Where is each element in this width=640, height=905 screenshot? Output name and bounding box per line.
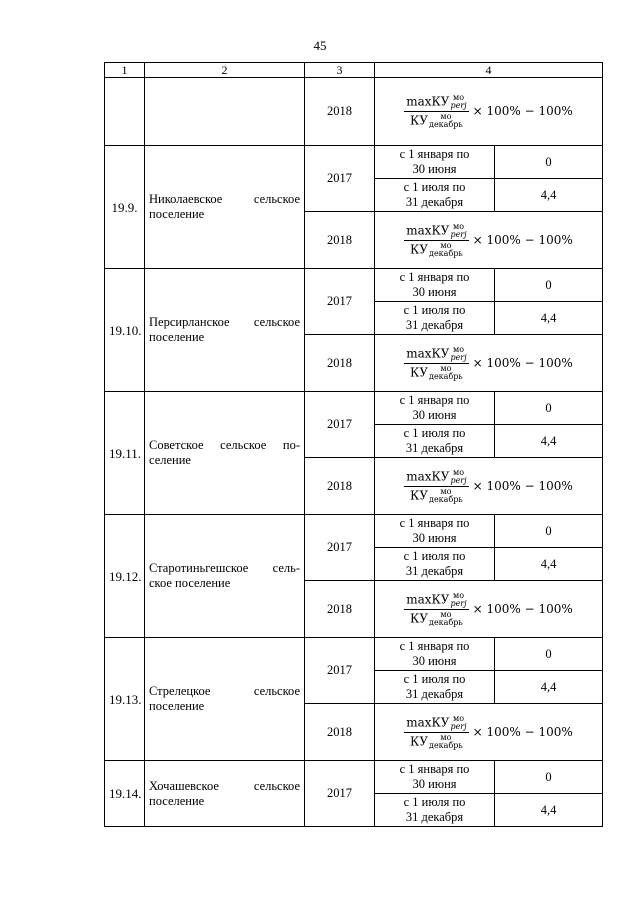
period-line: 31 декабря	[405, 441, 464, 455]
formula-cell	[375, 78, 603, 146]
row-number-cell: 19.12.	[105, 515, 145, 638]
row-number-cell: 19.13.	[105, 638, 145, 761]
numerator-subscript: perj	[450, 229, 467, 239]
period-cell	[375, 302, 495, 335]
settlement-name-cell	[145, 638, 305, 761]
period-line: 31 декабря	[405, 318, 464, 332]
formula-fraction	[404, 346, 468, 381]
period-line: с 1 июля по	[403, 672, 466, 686]
formula-tail: × 100% − 100%	[472, 478, 573, 493]
period-cell	[375, 548, 495, 581]
settlement-name-line: Советское сельское по-	[149, 438, 300, 452]
value-cell: 0	[495, 146, 603, 179]
denominator-text: КУ	[410, 488, 429, 502]
period-cell	[375, 179, 495, 212]
numerator-text: maxКУ	[406, 715, 450, 729]
denominator-subscript: декабрь	[429, 494, 463, 504]
numerator-superscript: мо	[453, 590, 465, 600]
formula-numerator	[404, 715, 468, 733]
value-cell: 4,4	[495, 302, 603, 335]
period-cell	[375, 425, 495, 458]
value-cell: 0	[495, 638, 603, 671]
period-line: с 1 июля по	[403, 549, 466, 563]
period-cell	[375, 269, 495, 302]
formula-numerator	[404, 346, 468, 364]
period-cell	[375, 794, 495, 827]
formula-denominator	[408, 610, 465, 627]
period-line: 30 июня	[412, 531, 457, 545]
settlement-name-cell	[145, 78, 305, 146]
formula-tail: × 100% − 100%	[472, 724, 573, 739]
row-number-cell	[105, 78, 145, 146]
formula-cell	[375, 458, 603, 515]
denominator-text: КУ	[410, 113, 429, 128]
settlement-name-line: Хочашевское сельское	[149, 778, 300, 793]
value-cell: 4,4	[495, 425, 603, 458]
numerator-superscript: мо	[453, 221, 465, 231]
formula-numerator	[404, 469, 468, 487]
header-col-4: 4	[375, 63, 603, 78]
value-cell: 0	[495, 515, 603, 548]
denominator-subscript: декабрь	[429, 120, 463, 129]
period-cell	[375, 638, 495, 671]
settlement-name-line: поселение	[149, 207, 205, 221]
header-col-1: 1	[105, 63, 145, 78]
formula-fraction	[404, 592, 468, 627]
denominator-text: КУ	[410, 611, 429, 625]
formula-fraction	[404, 469, 468, 504]
year-cell: 2018	[305, 704, 375, 761]
formula-denominator	[408, 487, 465, 504]
period-line: 30 июня	[412, 162, 457, 176]
settlement-name-cell	[145, 146, 305, 269]
settlement-name-line: Старотиньгешское сель-	[149, 561, 300, 575]
formula-denominator	[408, 364, 465, 381]
denominator-subscript: декабрь	[429, 371, 463, 381]
period-line: с 1 января по	[399, 393, 470, 407]
period-line: с 1 января по	[399, 147, 470, 161]
value-cell: 4,4	[495, 671, 603, 704]
period-line: с 1 января по	[399, 516, 470, 530]
settlement-name-cell	[145, 515, 305, 638]
formula-tail: × 100% − 100%	[472, 601, 573, 616]
formula-cell	[375, 212, 603, 269]
period-cell	[375, 761, 495, 794]
formula-cell	[375, 704, 603, 761]
period-line: 30 июня	[412, 285, 457, 299]
numerator-subscript: perj	[450, 475, 467, 485]
denominator-text: КУ	[410, 365, 429, 379]
value-cell: 4,4	[495, 548, 603, 581]
value-cell: 4,4	[495, 179, 603, 212]
settlement-name-line: селение	[149, 453, 191, 467]
table-header-row	[105, 63, 603, 78]
denominator-text: КУ	[410, 242, 429, 256]
entry-row	[105, 638, 603, 671]
period-line: 31 декабря	[405, 810, 464, 824]
settlement-name-cell	[145, 269, 305, 392]
formula-denominator	[408, 733, 465, 750]
numerator-text: maxКУ	[406, 469, 450, 483]
period-line: с 1 июля по	[403, 426, 466, 440]
value-cell: 0	[495, 761, 603, 794]
settlement-name-line: Стрелецкое сельское	[149, 684, 300, 698]
numerator-subscript: perj	[450, 101, 467, 110]
row-number-cell: 19.9.	[105, 146, 145, 269]
row-number-cell: 19.14.	[105, 761, 145, 827]
numerator-subscript: perj	[450, 598, 467, 608]
period-line: 30 июня	[412, 654, 457, 668]
year-cell: 2017	[305, 761, 375, 827]
period-line: с 1 января по	[399, 639, 470, 653]
formula-tail: × 100% − 100%	[472, 104, 573, 118]
year-cell: 2018	[305, 458, 375, 515]
formula-fraction	[404, 715, 468, 750]
period-line: 31 декабря	[405, 687, 464, 701]
denominator-superscript: мо	[440, 732, 452, 742]
period-line: 30 июня	[412, 777, 457, 791]
settlement-name-line: поселение	[149, 699, 205, 713]
entry-row	[105, 392, 603, 425]
growth-formula	[404, 592, 573, 627]
value-cell: 0	[495, 392, 603, 425]
page-number: 45	[313, 38, 327, 53]
formula-fraction	[404, 94, 468, 129]
settlement-name-line: Николаевское сельское	[149, 192, 300, 206]
year-cell: 2017	[305, 392, 375, 458]
period-cell	[375, 515, 495, 548]
period-cell	[375, 392, 495, 425]
formula-numerator	[404, 94, 468, 112]
period-cell	[375, 671, 495, 704]
numerator-superscript: мо	[453, 467, 465, 477]
period-line: 30 июня	[412, 408, 457, 422]
denominator-superscript: мо	[440, 363, 452, 373]
numerator-subscript: perj	[450, 721, 467, 731]
formula-tail: × 100% − 100%	[472, 232, 573, 247]
formula-tail: × 100% − 100%	[472, 355, 573, 370]
denominator-text: КУ	[410, 734, 429, 748]
denominator-superscript: мо	[440, 486, 452, 496]
formula-denominator	[408, 112, 465, 129]
continued-row	[105, 78, 603, 146]
formula-fraction	[404, 223, 468, 258]
denominator-subscript: декабрь	[429, 617, 463, 627]
numerator-text: maxКУ	[406, 94, 450, 109]
numerator-superscript: мо	[453, 93, 465, 102]
entry-row	[105, 269, 603, 302]
year-cell: 2017	[305, 515, 375, 581]
period-line: с 1 июля по	[403, 795, 466, 809]
denominator-subscript: декабрь	[429, 248, 463, 258]
formula-cell	[375, 335, 603, 392]
numerator-superscript: мо	[453, 713, 465, 723]
numerator-text: maxКУ	[406, 592, 450, 606]
year-cell: 2018	[305, 212, 375, 269]
numerator-text: maxКУ	[406, 223, 450, 237]
denominator-superscript: мо	[440, 112, 452, 121]
numerator-text: maxКУ	[406, 346, 450, 360]
entry-row	[105, 761, 603, 794]
period-line: с 1 июля по	[403, 180, 466, 194]
settlement-name-cell	[145, 392, 305, 515]
year-cell: 2018	[305, 78, 375, 146]
formula-cell	[375, 581, 603, 638]
period-cell	[375, 146, 495, 179]
year-cell: 2017	[305, 269, 375, 335]
period-line: 31 декабря	[405, 195, 464, 209]
year-cell: 2018	[305, 335, 375, 392]
denominator-subscript: декабрь	[429, 740, 463, 750]
settlement-name-cell	[145, 761, 305, 827]
entry-row	[105, 146, 603, 179]
denominator-superscript: мо	[440, 609, 452, 619]
header-col-2: 2	[145, 63, 305, 78]
numerator-superscript: мо	[453, 344, 465, 354]
denominator-superscript: мо	[440, 240, 452, 250]
growth-formula	[404, 715, 573, 750]
header-col-3: 3	[305, 63, 375, 78]
year-cell: 2018	[305, 581, 375, 638]
value-cell: 0	[495, 269, 603, 302]
tariff-table	[104, 62, 603, 827]
period-line: 31 декабря	[405, 564, 464, 578]
growth-formula	[404, 94, 573, 129]
growth-formula	[404, 346, 573, 381]
growth-formula	[404, 223, 573, 258]
settlement-name-line: ское поселение	[149, 576, 231, 590]
period-line: с 1 июля по	[403, 303, 466, 317]
year-cell: 2017	[305, 146, 375, 212]
settlement-name-line: Персирланское сельское	[149, 315, 300, 329]
formula-numerator	[404, 223, 468, 241]
settlement-name-line: поселение	[149, 793, 205, 808]
row-number-cell: 19.11.	[105, 392, 145, 515]
growth-formula	[404, 469, 573, 504]
value-cell: 4,4	[495, 794, 603, 827]
period-line: с 1 января по	[399, 762, 470, 776]
formula-numerator	[404, 592, 468, 610]
entry-row	[105, 515, 603, 548]
row-number-cell: 19.10.	[105, 269, 145, 392]
year-cell: 2017	[305, 638, 375, 704]
formula-denominator	[408, 241, 465, 258]
numerator-subscript: perj	[450, 352, 467, 362]
settlement-name-line: поселение	[149, 330, 205, 344]
period-line: с 1 января по	[399, 270, 470, 284]
